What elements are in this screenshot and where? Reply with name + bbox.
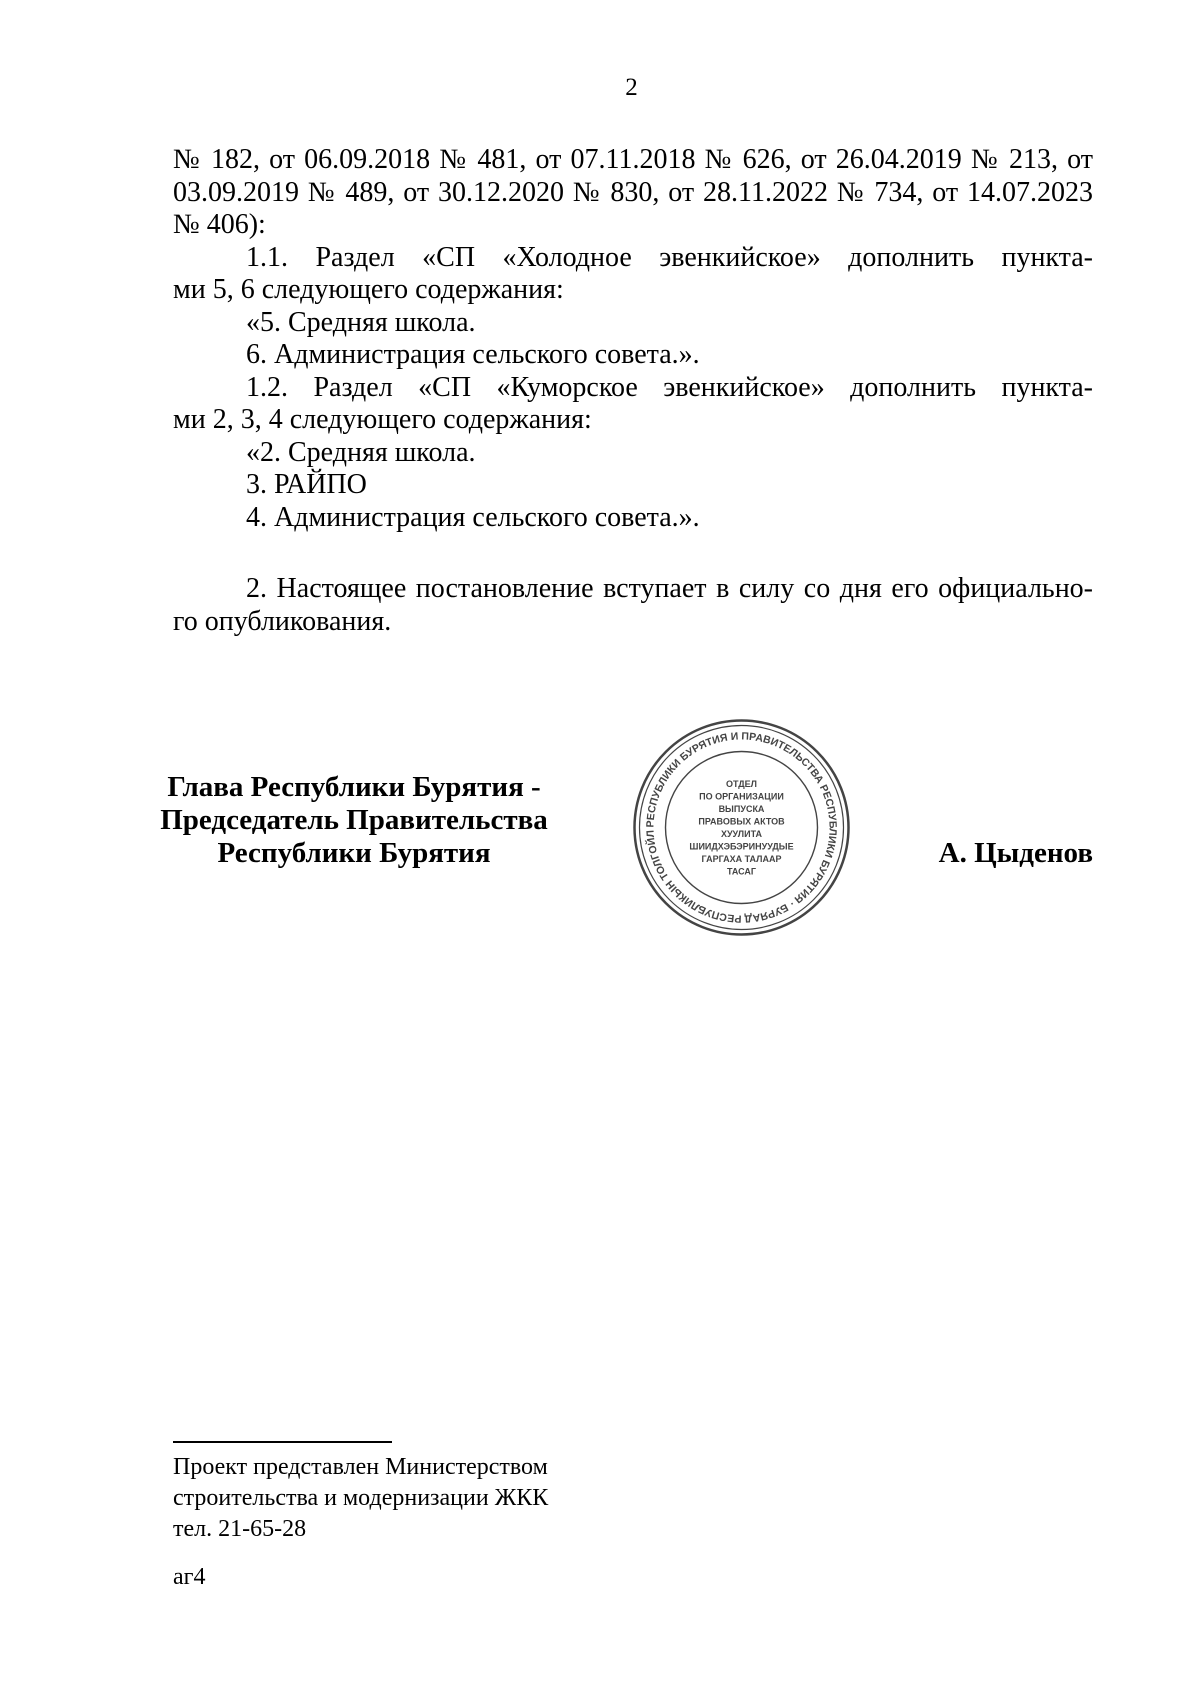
- seal-center-line: ВЫПУСКА: [718, 803, 765, 814]
- paragraph-line: «2. Средняя школа.: [246, 436, 476, 468]
- paragraph-line: го опубликования.: [173, 605, 392, 637]
- footnote: [173, 1452, 548, 1545]
- paragraph-line: 1.1. Раздел «СП «Холодное эвенкийское» дополнить пункта-: [246, 241, 1093, 273]
- seal-center-line: ТАСАГ: [726, 866, 757, 877]
- official-seal: [631, 717, 852, 938]
- footnote-line: Проект представлен Министерством: [173, 1454, 548, 1480]
- footnote-line: тел. 21-65-28: [173, 1516, 307, 1542]
- seal-center-line: ГАРГАХА ТАЛААР: [701, 853, 782, 864]
- seal-center-line: ХУУЛИТА: [720, 828, 763, 839]
- signatory-title-line: Глава Республики Бурятия -: [167, 771, 541, 803]
- seal-outer-ring-inner: [640, 726, 844, 930]
- seal-center-line: ПРАВОВЫХ АКТОВ: [698, 816, 785, 827]
- paragraph-line: 1.2. Раздел «СП «Куморское эвенкийское» дополнить пункта-: [246, 371, 1093, 403]
- paragraph-line: № 406):: [173, 209, 266, 240]
- footnote-line: строительства и модернизации ЖКК: [173, 1485, 549, 1511]
- paragraph-line: № 182, от 06.09.2018 № 481, от 07.11.2018 № 626, от 26.04.2019 № 213, от: [173, 144, 1093, 175]
- seal-center-line: ШИИДХЭБЭРИНУУДЫЕ: [689, 841, 794, 852]
- seal-ring-text: РЕСПУБЛИКИ БУРЯТИЯ И ПРАВИТЕЛЬСТВА РЕСПУБЛИКИ БУРЯТИЯ · БУРЯАД РЕСПУБЛИКЫН ТОЛГОЙЛ: [644, 730, 839, 925]
- signatory-name: А. Цыденов: [938, 837, 1093, 869]
- paragraph-line: ми 5, 6 следующего содержания:: [173, 274, 564, 305]
- signatory-title-line: Республики Бурятия: [217, 837, 491, 869]
- paragraph-line: ми 2, 3, 4 следующего содержания:: [173, 404, 592, 435]
- seal-inner-ring: [666, 752, 818, 904]
- signatory-title: [150, 771, 558, 870]
- executor-code: аг4: [173, 1564, 206, 1590]
- seal-center-line: ПО ОРГАНИЗАЦИИ: [699, 791, 784, 802]
- main-text: [173, 144, 1093, 534]
- paragraph-line: 03.09.2019 № 489, от 30.12.2020 № 830, от 28.11.2022 № 734, от 14.07.2023: [173, 176, 1093, 208]
- seal-outer-ring: [635, 721, 849, 935]
- paragraph-line: 6. Администрация сельского совета.».: [246, 339, 700, 370]
- paragraph-line: 4. Администрация сельского совета.».: [246, 501, 700, 533]
- paragraph-line: «5. Средняя школа.: [246, 306, 476, 338]
- footnote-divider: [173, 1441, 392, 1443]
- effective-clause: [173, 573, 1093, 638]
- signatory-title-line: Председатель Правительства: [160, 804, 548, 836]
- paragraph-line: 2. Настоящее постановление вступает в силу со дня его официально-: [246, 573, 1093, 604]
- seal-center-text: [689, 779, 793, 877]
- paragraph-line: 3. РАЙПО: [246, 469, 367, 500]
- seal-graphic: [631, 717, 852, 938]
- page-number: 2: [625, 74, 638, 101]
- seal-center-line: ОТДЕЛ: [725, 778, 758, 789]
